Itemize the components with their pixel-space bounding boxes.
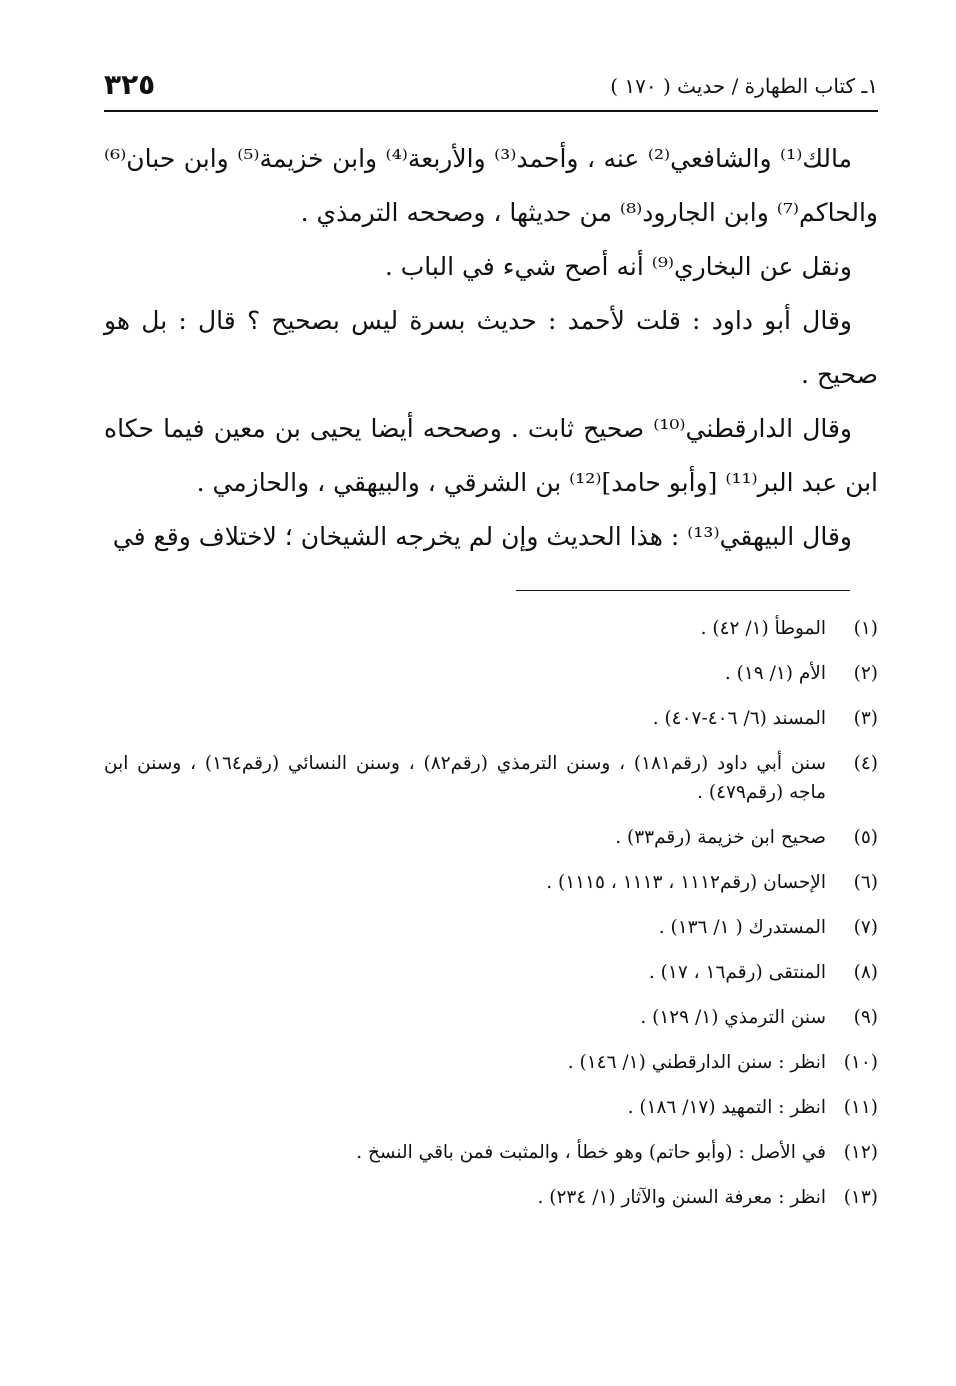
footnote-item [104,958,878,987]
footnote-number: (٢) [853,663,878,684]
footnote-number: (٦) [853,872,878,893]
footnote-text: انظر : معرفة السنن والآثار (١/ ٢٣٤) . [537,1187,826,1208]
footnote-number: (١١) [843,1097,878,1118]
footnote-text: في الأصل : (وأبو حاتم) وهو خطأ ، والمثبت فمن باقي النسخ . [356,1142,826,1163]
footnote-number: (٤) [853,753,878,774]
footnotes-list [104,614,878,1228]
footnote-item [104,614,878,643]
footnote-text: انظر : التمهيد (١٧/ ١٨٦) . [627,1097,826,1118]
footnote-number: (٣) [853,708,878,729]
header-divider [104,110,878,112]
footnote-number: (٩) [853,1007,878,1028]
footnote-item [104,868,878,897]
footnote-item [104,823,878,852]
footnote-text: سنن الترمذي (١/ ١٢٩) . [640,1007,826,1028]
paragraph: وقال الدارقطني⁽¹⁰⁾ صحيح ثابت . وصححه أيضا يحيى بن معين فيما حكاه ابن عبد البر⁽¹¹⁾ [وأبو حامد]⁽¹²⁾ بن الشرقي ، والبيهقي ، والحازمي . [104,414,878,497]
paragraph: وقال أبو داود : قلت لأحمد : حديث بسرة ليس بصحيح ؟ قال : بل هو صحيح . [104,306,878,389]
footnote-item [104,1048,878,1077]
footnote-item [104,1183,878,1212]
paragraph: ونقل عن البخاري⁽⁹⁾ أنه أصح شيء في الباب . [384,252,852,281]
footnote-text: انظر : سنن الدارقطني (١/ ١٤٦) . [567,1052,826,1073]
footnote-item [104,659,878,688]
page-number: ٣٢٥ [104,68,156,101]
footnote-divider [516,590,850,591]
footnote-text: المنتقى (رقم١٦ ، ١٧) . [648,962,826,983]
footnote-text: الإحسان (رقم١١١٢ ، ١١١٣ ، ١١١٥) . [546,872,826,893]
footnote-number: (٥) [853,827,878,848]
footnote-item [104,749,878,807]
footnote-number: (١٣) [843,1187,878,1208]
footnote-text: سنن أبي داود (رقم١٨١) ، وسنن الترمذي (رقم٨٢) ، وسنن النسائي (رقم١٦٤) ، وسنن ابن ماجه (رقم٤٧٩) . [104,753,826,803]
paragraph: وقال البيهقي⁽¹³⁾ : هذا الحديث وإن لم يخرجه الشيخان ؛ لاختلاف وقع في [112,522,852,551]
footnote-item [104,1138,878,1167]
running-title: ١ـ كتاب الطهارة / حديث ( ١٧٠ ) [610,74,878,98]
footnote-number: (٨) [853,962,878,983]
footnote-number: (٧) [853,917,878,938]
main-text [104,132,878,564]
footnote-item [104,1093,878,1122]
footnote-text: المستدرك ( ١/ ١٣٦) . [658,917,826,938]
page-header [104,66,878,110]
footnote-text: الموطأ (١/ ٤٢) . [700,618,826,639]
footnote-text: صحيح ابن خزيمة (رقم٣٣) . [615,827,826,848]
footnote-item [104,704,878,733]
footnote-number: (١) [853,618,878,639]
footnote-text: المسند (٦/ ٤٠٦-٤٠٧) . [652,708,826,729]
footnote-item [104,913,878,942]
footnote-number: (١٢) [843,1142,878,1163]
paragraph: مالك⁽¹⁾ والشافعي⁽²⁾ عنه ، وأحمد⁽³⁾ والأربعة⁽⁴⁾ وابن خزيمة⁽⁵⁾ وابن حبان⁽⁶⁾ والحاكم⁽⁷⁾ وابن الجارود⁽⁸⁾ من حديثها ، وصححه الترمذي . [104,144,878,227]
footnote-text: الأم (١/ ١٩) . [724,663,826,684]
footnote-number: (١٠) [843,1052,878,1073]
footnote-item [104,1003,878,1032]
